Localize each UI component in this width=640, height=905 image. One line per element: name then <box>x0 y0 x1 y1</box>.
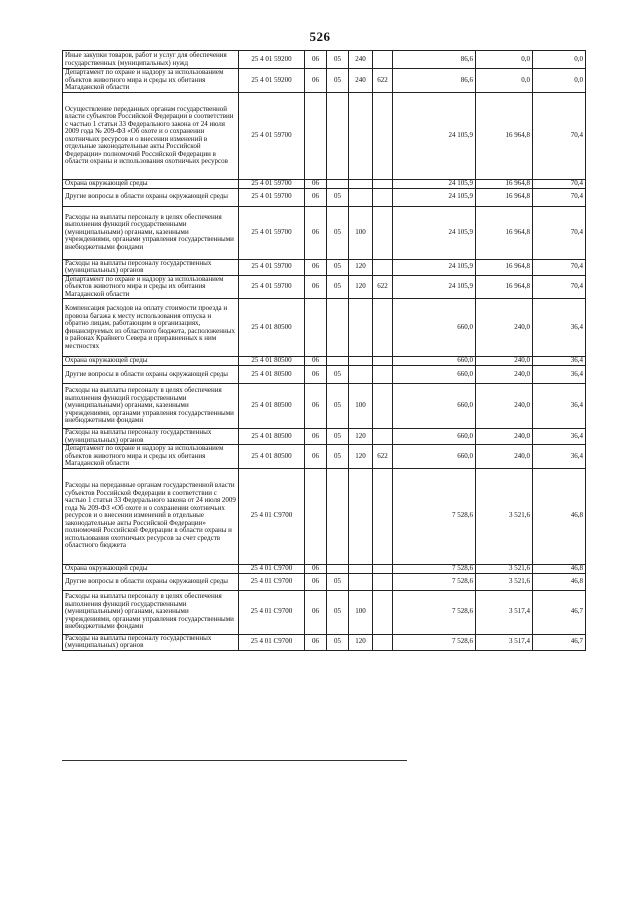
section-code: 06 <box>305 69 327 93</box>
department-code <box>373 51 393 69</box>
subsection-code: 05 <box>327 384 349 429</box>
actual-value: 240,0 <box>476 299 533 357</box>
plan-value: 660,0 <box>393 357 476 366</box>
plan-value: 660,0 <box>393 429 476 445</box>
percent-value: 46,8 <box>533 564 586 573</box>
percent-value: 0,0 <box>533 51 586 69</box>
actual-value: 16 964,8 <box>476 206 533 259</box>
plan-value: 7 528,6 <box>393 634 476 650</box>
actual-value: 0,0 <box>476 51 533 69</box>
actual-value: 0,0 <box>476 69 533 93</box>
expense-type-code: 240 <box>349 69 373 93</box>
actual-value: 16 964,8 <box>476 259 533 275</box>
expense-type-code <box>349 573 373 590</box>
csr-code: 25 4 01 С9700 <box>239 564 305 573</box>
csr-code: 25 4 01 59700 <box>239 179 305 188</box>
percent-value: 36,4 <box>533 357 586 366</box>
section-code: 06 <box>305 51 327 69</box>
table-row <box>63 634 586 650</box>
row-name: Другие вопросы в области охраны окружающей среды <box>63 188 239 206</box>
section-code: 06 <box>305 179 327 188</box>
subsection-code <box>327 357 349 366</box>
csr-code: 25 4 01 80500 <box>239 429 305 445</box>
actual-value: 3 521,6 <box>476 468 533 564</box>
row-name: Осуществление переданных органам государственной власти субъектов Российской Федерации в соответствии с частью 1 статьи 33 Федерального закона от 24 июля 2009 года № 209-ФЗ «Об охоте и о сохранении охотничьих ресурсов и о внесении изменений в отдельные законодательные акты Российской Федерации» полномочий Российской Федерации в области охраны и использования охотничьих ресурсов <box>63 92 239 179</box>
plan-value: 7 528,6 <box>393 573 476 590</box>
section-code <box>305 468 327 564</box>
actual-value: 16 964,8 <box>476 92 533 179</box>
csr-code: 25 4 01 80500 <box>239 445 305 469</box>
table-row <box>63 206 586 259</box>
section-code: 06 <box>305 445 327 469</box>
expense-type-code <box>349 468 373 564</box>
budget-table <box>62 50 586 651</box>
section-code: 06 <box>305 188 327 206</box>
percent-value: 46,8 <box>533 573 586 590</box>
percent-value: 46,8 <box>533 468 586 564</box>
expense-type-code: 100 <box>349 590 373 634</box>
table-row <box>63 564 586 573</box>
actual-value: 3 517,4 <box>476 634 533 650</box>
percent-value: 36,4 <box>533 299 586 357</box>
row-name: Департамент по охране и надзору за использованием объектов животного мира и среды их обитания Магаданской области <box>63 275 239 299</box>
row-name: Расходы на выплаты персоналу государственных (муниципальных) органов <box>63 259 239 275</box>
department-code <box>373 366 393 384</box>
subsection-code <box>327 299 349 357</box>
subsection-code: 05 <box>327 366 349 384</box>
percent-value: 70,4 <box>533 206 586 259</box>
department-code <box>373 634 393 650</box>
csr-code: 25 4 01 80500 <box>239 366 305 384</box>
subsection-code: 05 <box>327 590 349 634</box>
table-row <box>63 92 586 179</box>
department-code <box>373 468 393 564</box>
table-row <box>63 51 586 69</box>
actual-value: 240,0 <box>476 384 533 429</box>
percent-value: 46,7 <box>533 590 586 634</box>
section-code <box>305 299 327 357</box>
table-row <box>63 573 586 590</box>
plan-value: 24 105,9 <box>393 179 476 188</box>
section-code <box>305 92 327 179</box>
table-row <box>63 299 586 357</box>
actual-value: 3 521,6 <box>476 564 533 573</box>
subsection-code: 05 <box>327 206 349 259</box>
actual-value: 3 517,4 <box>476 590 533 634</box>
section-code: 06 <box>305 564 327 573</box>
subsection-code <box>327 468 349 564</box>
row-name: Департамент по охране и надзору за использованием объектов животного мира и среды их обитания Магаданской области <box>63 69 239 93</box>
expense-type-code <box>349 92 373 179</box>
table-row <box>63 384 586 429</box>
percent-value: 70,4 <box>533 188 586 206</box>
plan-value: 86,6 <box>393 51 476 69</box>
percent-value: 70,4 <box>533 275 586 299</box>
subsection-code: 05 <box>327 445 349 469</box>
csr-code: 25 4 01 С9700 <box>239 468 305 564</box>
percent-value: 0,0 <box>533 69 586 93</box>
table-row <box>63 179 586 188</box>
row-name: Расходы на переданные органам государственной власти субъектов Российской Федерации в соответствии с частью 1 статьи 33 Федерального закона от 24 июля 2009 года № 209-ФЗ «Об охоте и о сохранении охотничьих ресурсов и о внесении изменений в отдельные законодательные акты Российской Федерации» полномочий Российской Федерации в области охраны и использования охотничьих ресурсов за счет средств областного бюджета <box>63 468 239 564</box>
expense-type-code: 240 <box>349 51 373 69</box>
subsection-code: 05 <box>327 275 349 299</box>
department-code <box>373 590 393 634</box>
csr-code: 25 4 01 59700 <box>239 188 305 206</box>
subsection-code: 05 <box>327 634 349 650</box>
section-code: 06 <box>305 206 327 259</box>
department-code <box>373 188 393 206</box>
percent-value: 70,4 <box>533 92 586 179</box>
row-name: Охрана окружающей среды <box>63 179 239 188</box>
table-row <box>63 357 586 366</box>
row-name: Расходы на выплаты персоналу в целях обеспечения выполнения функций государственными (муниципальными) органами, казенными учреждениями, органами управления государственными внебюджетными фондами <box>63 206 239 259</box>
row-name: Другие вопросы в области охраны окружающей среды <box>63 573 239 590</box>
plan-value: 7 528,6 <box>393 564 476 573</box>
subsection-code <box>327 564 349 573</box>
department-code <box>373 206 393 259</box>
department-code: 622 <box>373 445 393 469</box>
percent-value: 36,4 <box>533 384 586 429</box>
row-name: Иные закупки товаров, работ и услуг для обеспечения государственных (муниципальных) нужд <box>63 51 239 69</box>
csr-code: 25 4 01 С9700 <box>239 634 305 650</box>
section-code: 06 <box>305 590 327 634</box>
department-code <box>373 299 393 357</box>
expense-type-code <box>349 299 373 357</box>
plan-value: 24 105,9 <box>393 259 476 275</box>
csr-code: 25 4 01 59700 <box>239 275 305 299</box>
table-row <box>63 188 586 206</box>
table-row <box>63 429 586 445</box>
department-code <box>373 384 393 429</box>
actual-value: 16 964,8 <box>476 179 533 188</box>
csr-code: 25 4 01 59200 <box>239 69 305 93</box>
percent-value: 36,4 <box>533 366 586 384</box>
expense-type-code <box>349 188 373 206</box>
csr-code: 25 4 01 59700 <box>239 206 305 259</box>
department-code <box>373 259 393 275</box>
expense-type-code: 100 <box>349 384 373 429</box>
actual-value: 240,0 <box>476 357 533 366</box>
csr-code: 25 4 01 59700 <box>239 259 305 275</box>
subsection-code: 05 <box>327 69 349 93</box>
section-code: 06 <box>305 259 327 275</box>
table-body <box>63 51 586 651</box>
table-row <box>63 468 586 564</box>
row-name: Расходы на выплаты персоналу в целях обеспечения выполнения функций государственными (муниципальными) органами, казенными учреждениями, органами управления государственными внебюджетными фондами <box>63 590 239 634</box>
plan-value: 24 105,9 <box>393 206 476 259</box>
percent-value: 70,4 <box>533 259 586 275</box>
plan-value: 7 528,6 <box>393 468 476 564</box>
section-code: 06 <box>305 429 327 445</box>
actual-value: 16 964,8 <box>476 188 533 206</box>
expense-type-code: 100 <box>349 206 373 259</box>
csr-code: 25 4 01 59200 <box>239 51 305 69</box>
table-row <box>63 275 586 299</box>
percent-value: 36,4 <box>533 429 586 445</box>
percent-value: 70,4 <box>533 179 586 188</box>
expense-type-code: 120 <box>349 429 373 445</box>
row-name: Расходы на выплаты персоналу государственных (муниципальных) органов <box>63 634 239 650</box>
row-name: Компенсация расходов на оплату стоимости проезда и провоза багажа к месту использования отпуска и обратно лицам, работающим в организациях, финансируемых из областного бюджета, расположенных в районах Крайнего Севера и приравненных к ним местностях <box>63 299 239 357</box>
page-number: 526 <box>309 29 331 44</box>
plan-value: 660,0 <box>393 366 476 384</box>
percent-value: 46,7 <box>533 634 586 650</box>
plan-value: 660,0 <box>393 384 476 429</box>
section-code: 06 <box>305 634 327 650</box>
expense-type-code: 120 <box>349 445 373 469</box>
section-code: 06 <box>305 275 327 299</box>
department-code <box>373 564 393 573</box>
plan-value: 7 528,6 <box>393 590 476 634</box>
department-code <box>373 92 393 179</box>
csr-code: 25 4 01 80500 <box>239 384 305 429</box>
section-code: 06 <box>305 366 327 384</box>
table-row <box>63 259 586 275</box>
plan-value: 24 105,9 <box>393 275 476 299</box>
csr-code: 25 4 01 80500 <box>239 357 305 366</box>
expense-type-code <box>349 357 373 366</box>
row-name: Охрана окружающей среды <box>63 357 239 366</box>
expense-type-code <box>349 366 373 384</box>
actual-value: 3 521,6 <box>476 573 533 590</box>
row-name: Охрана окружающей среды <box>63 564 239 573</box>
subsection-code: 05 <box>327 188 349 206</box>
row-name: Расходы на выплаты персоналу государственных (муниципальных) органов <box>63 429 239 445</box>
plan-value: 24 105,9 <box>393 92 476 179</box>
subsection-code: 05 <box>327 429 349 445</box>
actual-value: 16 964,8 <box>476 275 533 299</box>
section-code: 06 <box>305 357 327 366</box>
plan-value: 660,0 <box>393 299 476 357</box>
subsection-code: 05 <box>327 573 349 590</box>
department-code: 622 <box>373 69 393 93</box>
actual-value: 240,0 <box>476 445 533 469</box>
department-code: 622 <box>373 275 393 299</box>
department-code <box>373 429 393 445</box>
subsection-code: 05 <box>327 51 349 69</box>
table-row <box>63 69 586 93</box>
row-name: Департамент по охране и надзору за использованием объектов животного мира и среды их обитания Магаданской области <box>63 445 239 469</box>
section-code: 06 <box>305 384 327 429</box>
department-code <box>373 357 393 366</box>
expense-type-code: 120 <box>349 275 373 299</box>
department-code <box>373 179 393 188</box>
csr-code: 25 4 01 59700 <box>239 92 305 179</box>
row-name: Другие вопросы в области охраны окружающей среды <box>63 366 239 384</box>
table-row <box>63 366 586 384</box>
subsection-code: 05 <box>327 259 349 275</box>
actual-value: 240,0 <box>476 429 533 445</box>
plan-value: 660,0 <box>393 445 476 469</box>
section-code: 06 <box>305 573 327 590</box>
table-row <box>63 445 586 469</box>
expense-type-code <box>349 179 373 188</box>
footnote-divider <box>62 760 407 761</box>
expense-type-code <box>349 564 373 573</box>
csr-code: 25 4 01 С9700 <box>239 590 305 634</box>
expense-type-code: 120 <box>349 634 373 650</box>
row-name: Расходы на выплаты персоналу в целях обеспечения выполнения функций государственными (муниципальными) органами, казенными учреждениями, органами управления государственными внебюджетными фондами <box>63 384 239 429</box>
csr-code: 25 4 01 80500 <box>239 299 305 357</box>
expense-type-code: 120 <box>349 259 373 275</box>
csr-code: 25 4 01 С9700 <box>239 573 305 590</box>
percent-value: 36,4 <box>533 445 586 469</box>
plan-value: 24 105,9 <box>393 188 476 206</box>
table-row <box>63 590 586 634</box>
plan-value: 86,6 <box>393 69 476 93</box>
subsection-code <box>327 92 349 179</box>
department-code <box>373 573 393 590</box>
actual-value: 240,0 <box>476 366 533 384</box>
subsection-code <box>327 179 349 188</box>
